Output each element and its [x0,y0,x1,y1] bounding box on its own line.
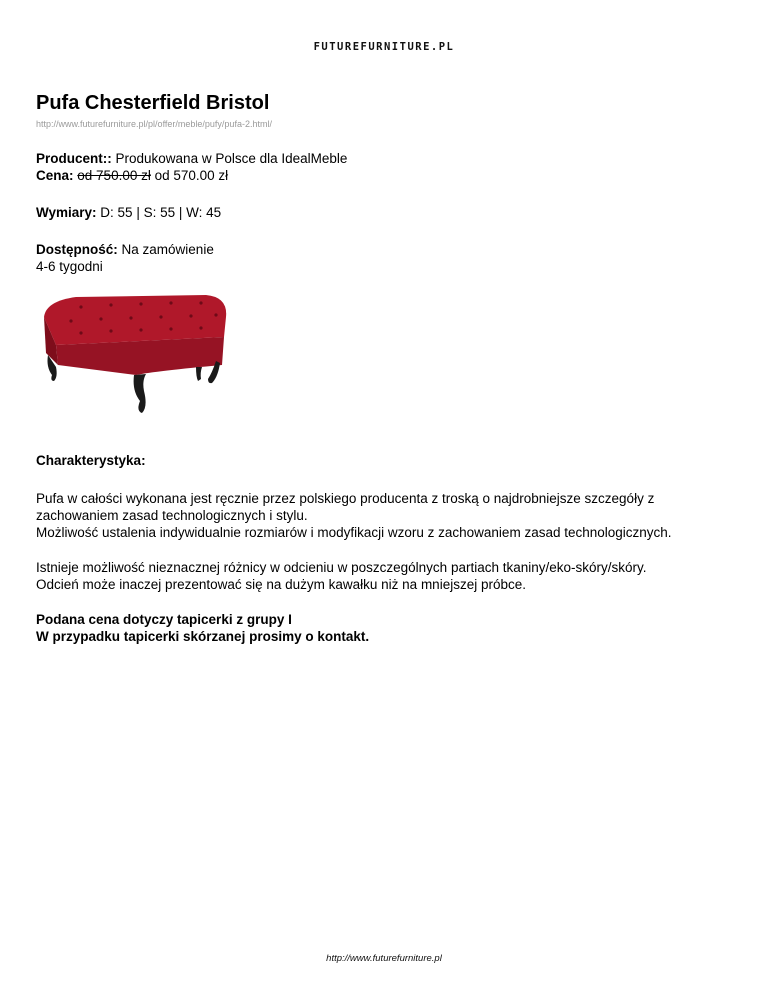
product-url[interactable]: http://www.futurefurniture.pl/pl/offer/meble/pufy/pufa-2.html/ [36,119,272,129]
availability-label: Dostępność: [36,242,118,257]
description-p3 [36,559,736,593]
producer-label: Producent:: [36,151,112,166]
producer-row [36,150,736,167]
footer-url[interactable]: http://www.futurefurniture.pl [326,953,442,964]
description-heading: Charakterystyka: [36,453,146,468]
product-title: Pufa Chesterfield Bristol [36,92,270,114]
description-p1 [36,490,736,524]
availability-row [36,241,736,258]
availability-value: Na zamówienie [121,242,214,257]
description-p2: Możliwość ustalenia indywidualnie rozmiarów i modyfikacji wzoru z zachowaniem zasad technologicznych. [36,525,672,540]
producer-value: Produkowana w Polsce dla IdealMeble [115,151,348,166]
dimensions-value: D: 55 | S: 55 | W: 45 [100,205,222,220]
description-p1-line1: Pufa w całości wykonana jest ręcznie przez polskiego producenta z troską o najdrobniejsze szczegóły z [36,491,655,506]
price-label: Cena: [36,168,74,183]
delivery-time: 4-6 tygodni [36,259,103,274]
dimensions-row [36,204,736,221]
description-p3-line1: Istnieje możliwość nieznacznej różnicy w odcieniu w poszczególnych partiach tkaniny/eko-skóry/skóry. [36,560,647,575]
price-row [36,167,736,184]
new-price: od 570.00 zł [154,168,229,183]
price-note-group: Podana cena dotyczy tapicerki z grupy I [36,612,292,627]
dimensions-label: Wymiary: [36,205,97,220]
site-logo: FUTUREFURNITURE.PL [313,41,455,53]
product-image [36,287,236,427]
price-note-leather: W przypadku tapicerki skórzanej prosimy o kontakt. [36,629,370,644]
description-p1-line2: zachowaniem zasad technologicznych i stylu. [36,508,308,523]
old-price: od 750.00 zł [77,168,151,183]
description-p3-line2: Odcień może inaczej prezentować się na dużym kawałku niż na mniejszej próbce. [36,577,526,592]
price-notes [36,611,736,645]
product-sheet [36,92,736,645]
